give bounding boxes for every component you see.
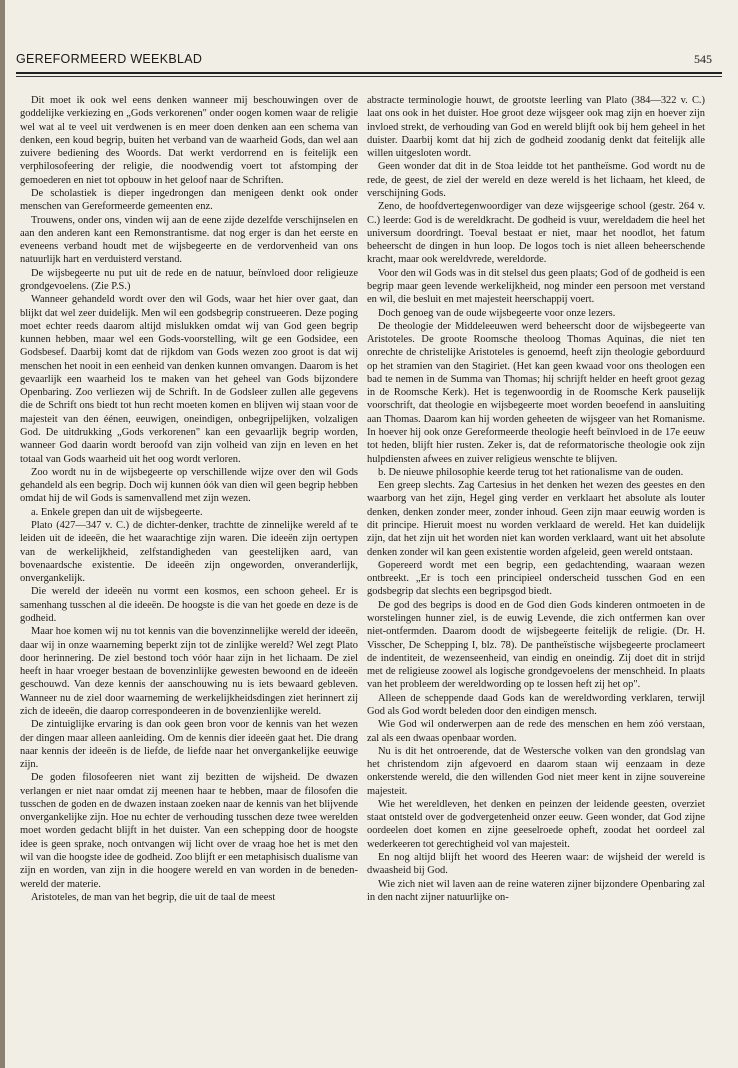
publication-title: GEREFORMEERD WEEKBLAD <box>16 52 203 66</box>
paragraph: Dit moet ik ook wel eens denken wanneer mij beschouwingen over de goddelijke verkiezing en „Gods verkorenen" onder oogen komen waar de religie wel wat al te veel uit verdwenen is en meer doen denken aan een schema van denken, een koud begrip, buiten het verband van de waarheid Gods, dan wel aan zuivere bediening des Woords. Dat werkt verdorrend en is feitelijk een verphilosofeering der religie, die noodwendig voert tot afstomping der gemoederen en niet tot opbouw in het geloof naar de Schriften. <box>20 95 358 186</box>
paragraph: De scholastiek is dieper ingedrongen dan menigeen denkt ook onder menschen van Gereformeerde gemeenten enz. <box>20 187 358 213</box>
paragraph: De wijsbegeerte nu put uit de rede en de natuur, beïnvloed door religieuze grondgevoelens. (Zie P.S.) <box>20 267 358 292</box>
paragraph: De zintuiglijke ervaring is dan ook geen bron voor de kennis van het wezen der dingen maar alleen aanleiding. Om de kennis dier ideeën gaat het. Die drang naar kennis der ideeën is de liefde, de liefde naar het onvergankelijke eeuwige zijn. <box>20 719 358 771</box>
paragraph: Plato (427—347 v. C.) de dichter-denker, trachtte de zinnelijke wereld af te leiden uit de ideeën, die het waarachtige zijn waren. Die ideeën zijn oertypen van de werkelijkheid, zelfstandigheden van geestelijken aard, van bovenaardsche existentie. De ideeën zijn ongeworden, onveranderlijk, onvergankelijk. <box>20 520 358 585</box>
paragraph: Doch genoeg van de oude wijsbegeerte voor onze lezers. <box>378 307 616 319</box>
paragraph: Wanneer gehandeld wordt over den wil Gods, waar het hier over gaat, dan blijkt dat wel zeer duidelijk. Men wil een godsbegrip construeeren. Deze poging moet echter reeds daarom altijd mislukken omdat wij van God geen begrip kunnen hebben, maar wel een Gods-voorstelling, wilt ge een Godsidee, een Godsbesef. Daarbij komt dat de rijkdom van Gods wezen zoo groot is dat wij menschen het nooit in een eenheid van denken kunnen omvangen. Daarom is het gevaarlijk een waarheid los te maken van het geheel van Gods bijzondere Openbaring. Zoo verliezen wij de Schrift. In de Godsleer zullen alle gegevens die de Schrift ons biedt tot hun recht moeten komen en blijven wij staan voor de majesteit van den éénen, eeuwigen, oneindigen, onbegrijpelijken, volzaligen God. De uitdrukking „Gods verkorenen" kan een gevaarlijk begrip worden, wanneer God daarin wordt beroofd van zijn volheid van zijn en leven en het totaal van Gods waarheid uit het oog wordt verloren. <box>20 294 358 465</box>
paragraph: Geen wonder dat dit in de Stoa leidde tot het pantheïsme. God wordt nu de rede, de geest, de ziel der wereld en deze wereld is het lichaam, het kleed, de verschijning Gods. <box>367 161 705 199</box>
paragraph: Alleen de scheppende daad Gods kan de wereldwording verklaren, terwijl God als God wordt beleden door den eindigen mensch. <box>367 692 705 717</box>
paragraph: Zoo wordt nu in de wijsbegeerte op verschillende wijze over den wil Gods gehandeld als een begrip. Doch wij kunnen óók van dien wil geen begrip hebben omdat hij de wil Gods is samenvallend met zijn wezen. <box>20 466 358 505</box>
paragraph: Wie God wil onderwerpen aan de rede des menschen en hem zóó verstaan, zal als een dwaas openbaar worden. <box>367 719 705 744</box>
paragraph: Maar hoe komen wij nu tot kennis van die bovenzinnelijke wereld der ideeën, daar wij in onze waarneming beperkt zijn tot de zinlijke wereld? Wel zegt Plato door herinnering. De ziel bestond toch vóór haar zijn in het lichaam. De ziel heeft in haar vroeger bestaan de bovenzinlijke gewesten bewoond en de ideeën geschouwd. Van deze kennis der aanschouwing nu is iets bewaard gebleven. Wanneer nu de ziel door waarneming de werkelijkheidsdingen ziet herinnert zij zich de ideeën, die daarop correspondeeren in de bovenzienlijke wereld. <box>20 626 358 717</box>
paragraph: De god des begrips is dood en de God dien Gods kinderen ontmoeten in de worstelingen hunner ziel, is de euwig Levende, die zich ontfermen kan over niet-ontfermden. Daarom doodt de wijsbegeerte feitelijk de religie. (Dr. H. Visscher, De Schepping I, blz. 78). De pantheïstische wijsbegeerte proclameert de indentiteit, de wezenseenheid, van eindig en oneindig. Zij doet dit in strijd met de religieuse zoowel als logische grondgevoelens der menschheid. In plaats van het probleem der wereldwording op te lossen heft zij het op". <box>367 599 705 691</box>
paragraph: Wie het wereldleven, het denken en peinzen der leidende geesten, overziet staat ontsteld over de godvergetenheid onzer eeuw. Geen wonder, dat God zijne oordeelen doet komen en zijne geeselroede opheft, zoodat het oordeel zal wederkeeren tot gerechtigheid vol van majesteit. <box>367 798 705 850</box>
paragraph: Die wereld der ideeën nu vormt een kosmos, een schoon geheel. Er is samenhang tusschen al die ideeën. De hoogste is die van het goede en deze is de godheid. <box>20 586 358 624</box>
paragraph: Zeno, de hoofdvertegenwoordiger van deze wijsgeerige school (gestr. 264 v. C.) leerde: God is de wereldkracht. De godheid is vuur, wereldadem die heel het universum doordringt. Toeval bestaat er niet, maar het noodlot, het fatum beheerscht de dingen in hun loop. De logos toch is niet alleen beheerschende kracht, maar ook wereldvrede, wereldorde. <box>367 201 705 266</box>
paragraph: Nu is dit het ontroerende, dat de Westersche volken van den grondslag van het christendom zijn afgevoerd en daarom staan wij eenzaam in deze onkerstende wereld, die den willenden God niet meer kent in zijne souvereine majesteit. <box>367 745 705 797</box>
running-header <box>16 50 724 74</box>
paragraph: De theologie der Middeleeuwen werd beheerscht door de wijsbegeerte van Aristoteles. De groote Roomsche theoloog Thomas Aquinas, die niet ten onrechte de christelijke Aristoteles is genoemd, heeft zijn theologie geborduurd op het stramien van den Stagiriet. (Het kan geen kwaad voor ons theologen een bad te nemen in de Summa van Thomas; hij schrijft helder en heeft groot gezag in de Roomsche Kerk). Het is tegenwoordig in de Roomsche Kerk pauselijk voorschrift, dat theologie en wijsbegeerte moet worden beoefend in aansluiting aan Thomas. Daarom kan hij worden geheeten de wijsgeer van het Romanisme. In hoever hij ook onze Gereformeerde theologie heeft beïnvloed in de 17e eeuw tot heden, blijft hier rusten. Zeker is, dat de reformatorische theologie ook zijn hulpdiensten afwees en zuiver religieus wenschte te blijven. <box>367 320 705 465</box>
paragraph: De goden filosofeeren niet want zij bezitten de wijsheid. De dwazen verlangen er niet naar omdat zij meenen haar te hebben, maar de filosofen die tusschen de goden en de dwazen instaan zoeken naar de kennis van het blijvende onvergankelijke zijn. Hoe nu echter de verhouding tusschen deze twee werelden moet worden gedacht blijft in het duister. Van een schepping door de hoogste idee is geen sprake, noch ontvangen wij licht over de vraag hoe het is met den wil van die hoogste idee de godheid. Zoo blijft er een metaphisisch dualisme van zijn en worden, van zijn in die hoogere wereld en van worden in de beneden-wereld der materie. <box>20 772 358 890</box>
paragraph: a. Enkele grepen dan uit de wijsbegeerte. <box>31 506 203 518</box>
paragraph: Voor den wil Gods was in dit stelsel dus geen plaats; God of de godheid is een begrip maar geen levende werkelijkheid, nog minder een persoon met verstand en wil, die besluit en met majesteit heerschappij voert. <box>367 267 705 306</box>
paragraph: b. De nieuwe philosophie keerde terug tot het rationalisme van de ouden. <box>378 466 684 478</box>
paragraph: En nog altijd blijft het woord des Heeren waar: de wijsheid der wereld is dwaasheid bij God. <box>367 852 705 877</box>
paragraph: abstracte terminologie houwt, de grootste leerling van Plato (384—322 v. C.) laat ons ook in het duister. Hoe groot deze wijsgeer ook mag zijn en hoever zijn invloed strekt, de verhouding van God en wereld blijft ook bij hem geheel in het duister. Daarbij komt dat hij zich de godheid zoodanig denkt dat feitelijk alle willen uitgesloten wordt. <box>367 95 705 160</box>
page-edge <box>0 0 5 1068</box>
right-column <box>367 94 705 1034</box>
left-column <box>20 94 358 1034</box>
paragraph: Een greep slechts. Zag Cartesius in het denken het wezen des geestes en den waarborg van het zijn, Hegel ging verder en verklaart het absolute als louter denken, denken zonder meer, zonder inhoud. Geen zijn maar eeuwig worden is dit principe. Hieruit moest nu worden verklaard de wereld. Het kan duidelijk zijn, dat het zijn uit het worden niet kan worden verklaard, want uit het absolute denken zonder wil kan geen existentie worden afgeleid, geen wereld ontstaan. <box>367 480 705 558</box>
header-rule-thin <box>16 76 722 77</box>
paragraph: Wie zich niet wil laven aan de reine wateren zijner bijzondere Openbaring zal in den nacht zijner natuurlijke on- <box>367 878 705 903</box>
header-rule <box>16 72 722 74</box>
page-number: 545 <box>694 52 712 66</box>
paragraph: Gopereerd wordt met een begrip, een gedachtending, waaraan wezen ontbreekt. „Er is toch een principieel onderscheid tusschen God en een godsbegrip dat slechts een begripsgod biedt. <box>367 559 705 598</box>
paragraph: Aristoteles, de man van het begrip, die uit de taal de meest <box>31 891 276 903</box>
paragraph: Trouwens, onder ons, vinden wij aan de eene zijde dezelfde verschijnselen en aan den anderen kant een Remonstrantisme. dat nog erger is dan het eerste en eveneens verband houdt met de wijsbegeerte en de verdorvenheid van ons natuurlijk hart en verduisterd verstand. <box>20 214 358 266</box>
